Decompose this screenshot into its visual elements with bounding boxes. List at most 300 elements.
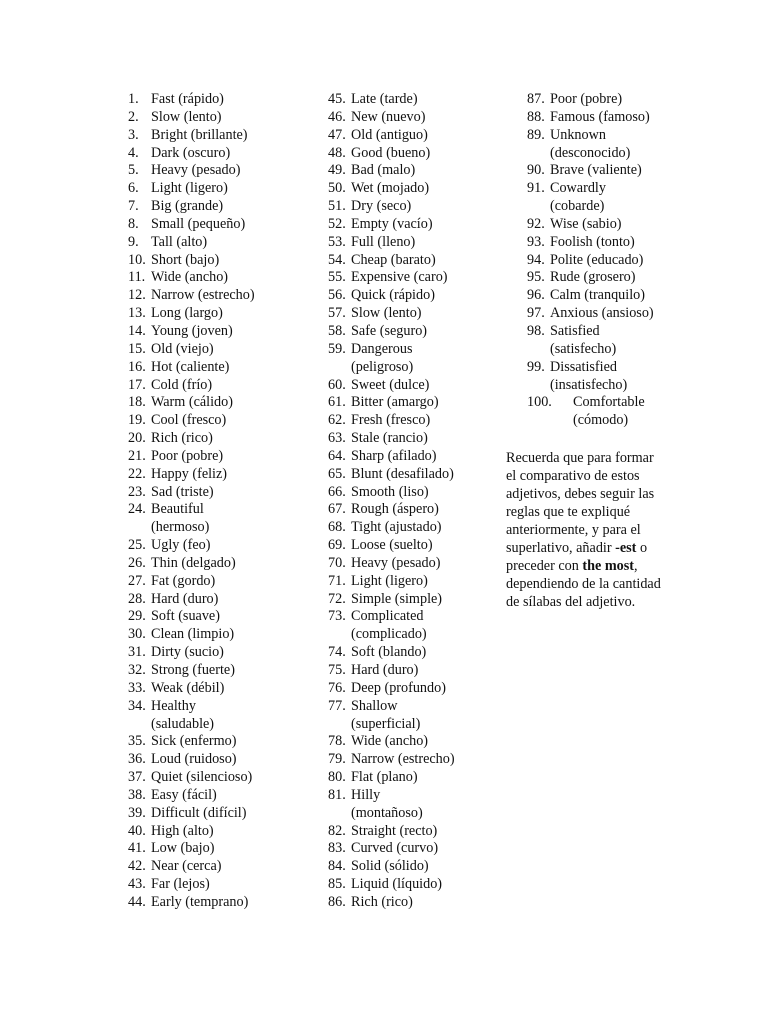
item-text: Smooth (liso) [351,483,429,500]
item-text: Loud (ruidoso) [151,751,237,768]
list-item-continuation [328,805,498,823]
item-number [128,519,151,537]
item-text: Bright (brillante) [151,126,248,143]
item-number: 64. [328,447,346,464]
list-item [328,555,498,573]
list-item-continuation [328,359,498,377]
item-text: Healthy [151,697,196,714]
item-number: 15. [128,340,146,357]
item-text: Calm (tranquilo) [550,287,645,304]
item-text: Curved (curvo) [351,840,439,857]
item-number [128,716,151,734]
item-text: Narrow (estrecho) [151,287,255,304]
adjective-list-column-1 [128,91,308,912]
item-text: Strong (fuerte) [151,662,235,678]
item-number: 73. [328,608,346,625]
list-item [128,109,308,127]
item-text: (montañoso) [351,804,423,821]
list-item-continuation [527,412,677,430]
note-text-middle: o preceder con [506,540,648,574]
list-item [128,894,308,912]
item-number: 12. [128,287,146,304]
grammar-note [506,449,666,611]
item-number: 100. [527,394,552,411]
list-item [527,323,677,341]
list-item [328,91,498,109]
item-number: 26. [128,554,146,571]
item-text: Wise (sabio) [550,215,622,232]
list-item [328,698,498,716]
item-text: Liquid (líquido) [351,876,443,893]
item-number: 13. [128,305,146,322]
list-item [328,448,498,466]
item-number: 99. [527,358,545,375]
list-item-continuation [328,626,498,644]
list-item [328,840,498,858]
item-number: 87. [527,91,545,107]
item-number: 79. [328,751,346,768]
item-text: Slow (lento) [351,305,422,322]
item-number: 35. [128,733,146,750]
item-number: 11. [128,269,146,286]
item-text: Foolish (tonto) [550,233,635,250]
list-item [128,234,308,252]
item-text: Full (lleno) [351,233,416,250]
list-item [527,305,677,323]
item-text: (desconocido) [550,144,631,161]
item-number: 89. [527,126,545,143]
list-item [128,537,308,555]
item-number: 31. [128,644,146,661]
item-text: Dark (oscuro) [151,144,231,161]
item-number: 3. [128,126,139,143]
list-item [527,180,677,198]
item-text: Good (bueno) [351,144,431,161]
list-item [328,787,498,805]
item-number: 50. [328,180,346,197]
item-text: Tight (ajustado) [351,519,442,536]
list-item [328,145,498,163]
item-number: 16. [128,358,146,375]
item-number: 94. [527,251,545,268]
item-number [328,359,351,377]
item-text: Low (bajo) [151,840,215,857]
list-item [328,537,498,555]
item-text: Wide (ancho) [351,733,429,750]
item-number: 40. [128,822,146,839]
item-number: 75. [328,662,346,678]
list-item [328,198,498,216]
item-number: 61. [328,394,346,411]
list-item [328,412,498,430]
item-text: Young (joven) [151,322,233,339]
list-item-continuation [328,716,498,734]
list-item [128,591,308,609]
list-item [128,644,308,662]
item-text: Sharp (afilado) [351,447,437,464]
note-the-most: the most [582,558,635,574]
item-text: Slow (lento) [151,108,222,125]
list-item [527,252,677,270]
item-number: 21. [128,447,146,464]
item-text: Dirty (sucio) [151,644,224,661]
item-text: Soft (suave) [151,608,220,625]
item-number: 91. [527,180,545,197]
item-number: 10. [128,251,146,268]
item-text: Blunt (desafilado) [351,465,454,482]
list-item [128,876,308,894]
item-text: Hard (duro) [351,662,419,678]
item-text: Stale (rancio) [351,430,428,447]
item-text: Heavy (pesado) [351,554,441,571]
list-item [128,805,308,823]
item-number: 1. [128,91,139,107]
list-item [128,377,308,395]
item-text: Light (ligero) [151,180,228,197]
item-number: 46. [328,108,346,125]
item-text: Hilly [351,786,381,803]
list-item [328,573,498,591]
item-text: (satisfecho) [550,340,617,357]
item-number: 88. [527,108,545,125]
item-text: Sweet (dulce) [351,376,430,393]
list-item [328,269,498,287]
list-item [527,287,677,305]
item-text: (complicado) [351,626,427,643]
item-number [328,626,351,644]
list-item [328,680,498,698]
item-text: Cowardly [550,180,606,197]
list-item [128,573,308,591]
item-text: (cómodo) [573,412,629,429]
list-item [128,608,308,626]
list-item [527,234,677,252]
item-number: 71. [328,572,346,589]
item-text: Famous (famoso) [550,108,650,125]
list-item [328,858,498,876]
item-number: 9. [128,233,139,250]
item-number: 98. [527,322,545,339]
list-item [328,305,498,323]
item-number: 49. [328,162,346,179]
list-item [128,127,308,145]
item-text: Bitter (amargo) [351,394,439,411]
list-item-continuation [128,519,308,537]
list-item [128,430,308,448]
list-item [328,234,498,252]
item-text: Ugly (feo) [151,537,211,554]
list-item [527,216,677,234]
list-item [328,430,498,448]
item-number: 14. [128,322,146,339]
item-text: Difficult (difícil) [151,804,247,821]
item-number: 82. [328,822,346,839]
list-item-continuation [527,145,677,163]
item-text: Beautiful [151,501,204,518]
item-text: (saludable) [151,715,215,732]
item-number [328,716,351,734]
item-text: Expensive (caro) [351,269,448,286]
item-text: Near (cerca) [151,858,222,875]
item-number: 6. [128,180,139,197]
item-text: Poor (pobre) [151,447,224,464]
item-number: 25. [128,537,146,554]
item-number: 44. [128,893,146,910]
item-number: 85. [328,876,346,893]
item-number: 17. [128,376,146,393]
item-number: 4. [128,144,139,161]
item-text: Clean (limpio) [151,626,235,643]
item-number: 20. [128,430,146,447]
list-item [328,323,498,341]
list-item [328,894,498,912]
item-number: 30. [128,626,146,643]
item-number: 58. [328,322,346,339]
item-text: Satisfied [550,322,600,339]
list-item [128,698,308,716]
list-item [128,769,308,787]
list-item [527,269,677,287]
item-text: Cool (fresco) [151,412,227,429]
item-number [527,341,550,359]
item-text: Small (pequeño) [151,215,246,232]
list-item [527,359,677,377]
item-number: 97. [527,305,545,322]
item-number: 32. [128,662,146,678]
list-item-continuation [527,198,677,216]
item-number: 57. [328,305,346,322]
list-item [328,180,498,198]
item-number [527,412,573,430]
list-item-continuation [527,377,677,395]
item-text: Anxious (ansioso) [550,305,654,322]
item-text: Narrow (estrecho) [351,751,455,768]
item-text: Complicated [351,608,424,625]
item-text: Old (antiguo) [351,126,428,143]
item-text: (cobarde) [550,198,605,215]
list-item [128,305,308,323]
list-item [128,145,308,163]
list-item [328,394,498,412]
item-number: 69. [328,537,346,554]
item-text: (superficial) [351,715,421,732]
item-text: Rich (rico) [351,893,413,910]
note-text-after: , dependiendo de la cantidad de sílabas del adjetivo. [506,558,661,610]
item-text: Cold (frío) [151,376,213,393]
item-number: 78. [328,733,346,750]
item-number: 2. [128,108,139,125]
item-number: 28. [128,590,146,607]
list-item [328,287,498,305]
item-text: Long (largo) [151,305,223,322]
list-item [328,501,498,519]
item-text: Bad (malo) [351,162,416,179]
item-text: New (nuevo) [351,108,426,125]
item-number: 33. [128,679,146,696]
item-text: Flat (plano) [351,769,418,786]
item-number: 42. [128,858,146,875]
item-text: Cheap (barato) [351,251,436,268]
item-text: Quiet (silencioso) [151,769,253,786]
list-item [128,394,308,412]
item-text: Comfortable [573,394,645,411]
item-number: 51. [328,198,346,215]
item-number: 39. [128,804,146,821]
item-text: Empty (vacío) [351,215,433,232]
list-item [128,662,308,680]
item-text: Light (ligero) [351,572,428,589]
item-number: 96. [527,287,545,304]
list-item [128,180,308,198]
item-text: Dissatisfied [550,358,617,375]
item-number: 37. [128,769,146,786]
item-text: Fast (rápido) [151,91,224,107]
item-text: Easy (fácil) [151,786,217,803]
item-text: High (alto) [151,822,214,839]
item-text: Thin (delgado) [151,554,236,571]
item-number: 53. [328,233,346,250]
item-text: (peligroso) [351,358,414,375]
list-item [128,216,308,234]
item-text: Rough (áspero) [351,501,439,518]
item-number: 38. [128,786,146,803]
item-text: Warm (cálido) [151,394,233,411]
list-item [128,751,308,769]
item-text: Dry (seco) [351,198,412,215]
item-text: Rich (rico) [151,430,213,447]
item-number: 34. [128,697,146,714]
item-number: 92. [527,215,545,232]
item-text: Poor (pobre) [550,91,623,107]
list-item [128,823,308,841]
item-number: 45. [328,91,346,107]
item-text: Shallow [351,697,398,714]
list-item [128,198,308,216]
item-text: Dangerous [351,340,413,357]
item-number: 36. [128,751,146,768]
list-item [328,608,498,626]
item-number: 70. [328,554,346,571]
item-text: Far (lejos) [151,876,210,893]
item-text: Old (viejo) [151,340,214,357]
item-number: 43. [128,876,146,893]
item-number: 22. [128,465,146,482]
note-text-before: Recuerda que para formar el comparativo de estos adjetivos, debes seguir las reglas que te expliqué anteriormente, y para el superlativo, añadir [506,450,655,556]
list-item [328,519,498,537]
item-number: 55. [328,269,346,286]
item-text: (insatisfecho) [550,376,628,393]
list-item [328,662,498,680]
item-text: Sad (triste) [151,483,214,500]
item-text: Sick (enfermo) [151,733,237,750]
item-number: 27. [128,572,146,589]
list-item-continuation [527,341,677,359]
list-item [328,644,498,662]
item-number: 5. [128,162,139,179]
item-number: 8. [128,215,139,232]
item-number: 47. [328,126,346,143]
item-number: 80. [328,769,346,786]
item-number: 72. [328,590,346,607]
item-number: 68. [328,519,346,536]
list-item [128,162,308,180]
item-number: 18. [128,394,146,411]
item-number: 7. [128,198,139,215]
item-number: 19. [128,412,146,429]
item-text: Solid (sólido) [351,858,429,875]
item-number: 83. [328,840,346,857]
item-text: Wet (mojado) [351,180,430,197]
list-item [328,733,498,751]
list-item [128,341,308,359]
item-text: Tall (alto) [151,233,208,250]
item-text: Hard (duro) [151,590,219,607]
list-item [328,162,498,180]
item-text: Late (tarde) [351,91,418,107]
note-est-suffix: -est [615,540,637,556]
item-text: Straight (recto) [351,822,438,839]
item-number: 95. [527,269,545,286]
item-text: Quick (rápido) [351,287,435,304]
list-item [128,269,308,287]
item-number: 62. [328,412,346,429]
list-item [128,252,308,270]
list-item [527,91,677,109]
item-number: 24. [128,501,146,518]
item-number: 90. [527,162,545,179]
list-item [128,466,308,484]
item-number: 56. [328,287,346,304]
list-item [328,377,498,395]
list-item [328,751,498,769]
item-text: Weak (débil) [151,679,225,696]
item-number [328,805,351,823]
item-number: 60. [328,376,346,393]
list-item [128,787,308,805]
list-item [328,769,498,787]
list-item [328,109,498,127]
list-item [128,448,308,466]
item-text: Hot (caliente) [151,358,230,375]
list-item [128,840,308,858]
item-number: 52. [328,215,346,232]
item-number: 65. [328,465,346,482]
list-item [128,91,308,109]
list-item [328,341,498,359]
item-text: Short (bajo) [151,251,220,268]
list-item [128,626,308,644]
list-item [328,216,498,234]
item-text: Rude (grosero) [550,269,636,286]
item-number: 48. [328,144,346,161]
item-number: 86. [328,893,346,910]
list-item [527,127,677,145]
list-item [128,733,308,751]
list-item [328,252,498,270]
item-text: Early (temprano) [151,893,249,910]
list-item [328,484,498,502]
item-text: Fat (gordo) [151,572,216,589]
item-number: 59. [328,340,346,357]
list-item [128,359,308,377]
list-item [527,109,677,127]
item-number: 41. [128,840,146,857]
item-number: 77. [328,697,346,714]
item-text: Polite (educado) [550,251,644,268]
list-item-continuation [128,716,308,734]
list-item [128,858,308,876]
item-text: Wide (ancho) [151,269,229,286]
